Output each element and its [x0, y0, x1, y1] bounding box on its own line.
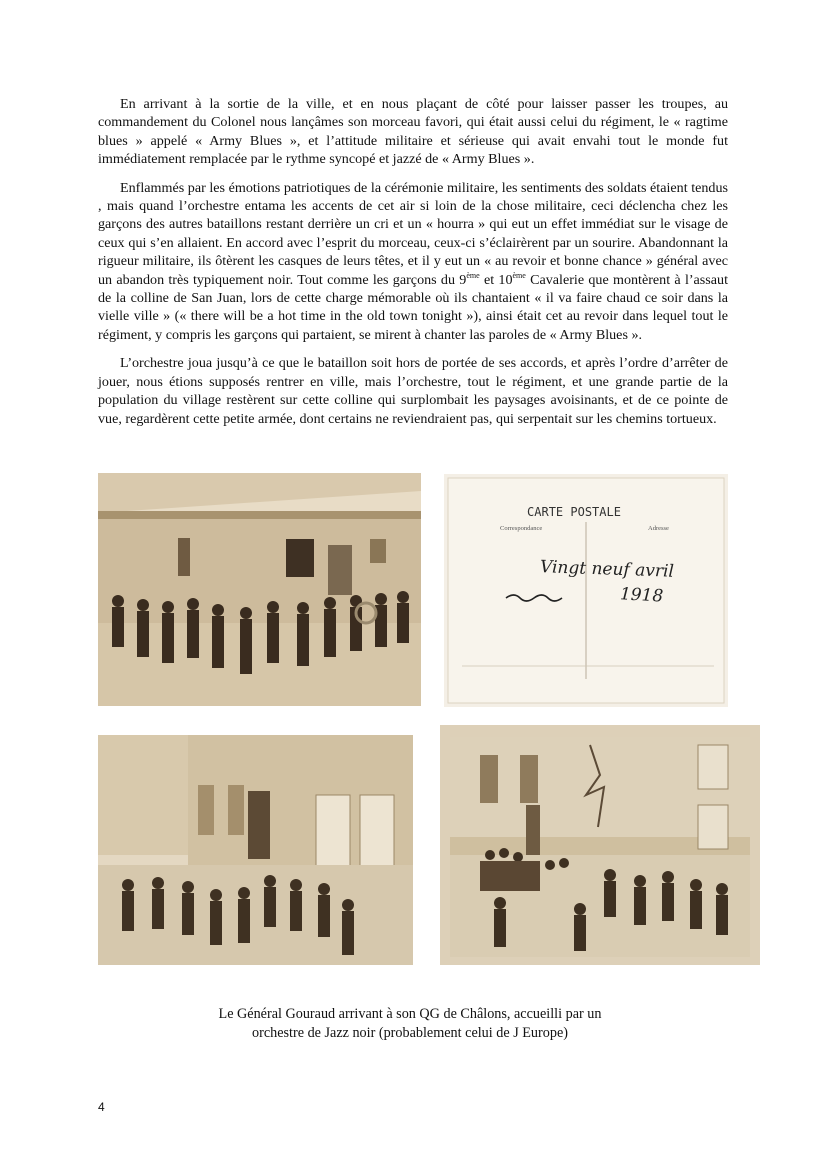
photo-courtyard-band — [98, 735, 413, 965]
photo-band-barracks — [98, 473, 421, 706]
caption-line-1: Le Général Gouraud arrivant à son QG de Châlons, accueilli par un — [218, 1006, 602, 1022]
paragraph-3: L’orchestre joua jusqu’à ce que le bataillon soit hors de portée de ses accords, et après l’ordre d’arrêter de jouer, nous étions supposés rentrer en ville, mais l’orchestre, tout le régiment, et une grande partie de la population du village restèrent sur cette colline qui surplombait les paysages avoisinants, et de ce pointe de vue, regardèrent cette petite armée, dont certains ne reviendraient pas, qui serpentait sur les chemins tortueux. — [98, 355, 728, 427]
paragraph-2-part-1: Enflammés par les émotions patriotiques de la cérémonie militaire, les sentiments des soldats étaient tendus , mais quand l’orchestre entama les accents de cet air si loin de la chose militaire, ceci déclencha chez les garçons des autres bataillons restant derrière un cri et un « hourra » qui eut un effet immédiat sur le visage de ceux qui s’en allaient. En accord avec l’esprit du morceau, ceux-ci s’éclairèrent par un sourire. Abandonnant la rigueur militaire, ils ôtèrent les casques de leurs têtes, et il y eut un « au revoir et bonne chance » général avec un abandon très typiquement noir. Tout comme les garçons du 9 — [98, 179, 728, 288]
postcard-handwriting-line-1: Vingt neuf avril — [539, 557, 675, 582]
paragraph-2-part-2: et 10 — [479, 271, 513, 288]
postcard-handwriting-line-2: 1918 — [619, 584, 664, 607]
superscript-eme-1: ème — [466, 270, 480, 280]
paragraph-1: En arrivant à la sortie de la ville, et en nous plaçant de côté pour laisser passer les troupes, au commandement du Colonel nous lançâmes son morceau favori, qui était aussi celui du régiment, le « ragtime blues » appelé « Army Blues », et l’attitude militaire et sérieuse qui avait envahi tout le monde fut immédiatement remplacée par le rythme syncopé et jazzé de « Army Blues ». — [98, 96, 728, 168]
photo-caption — [150, 1005, 670, 1043]
postcard-correspondance-label: Correspondance — [500, 525, 543, 532]
caption-line-2: orchestre de Jazz noir (probablement celui de J Europe) — [252, 1025, 568, 1041]
postcard-title: CARTE POSTALE — [527, 505, 621, 519]
postcard-adresse-label: Adresse — [648, 525, 669, 532]
photo-crowd-square — [440, 725, 760, 965]
paragraph-2-part-3: Cavalerie que montèrent à l’assaut de la colline de San Juan, lors de cette charge mémorable où ils chantaient « il va faire chaud ce soir dans la vielle ville » (« there will be a hot time in the old town tonight »), ainsi était cet au revoir dans lequel tout le régiment, y compris les garçons qui partaient, se mirent à chanter las paroles de « Army Blues ». — [98, 271, 728, 343]
photo-postcard-back — [444, 474, 728, 707]
paragraph-2 — [98, 179, 728, 345]
body-text — [98, 95, 728, 438]
superscript-eme-2: ème — [512, 270, 526, 280]
page-number: 4 — [98, 1100, 105, 1114]
